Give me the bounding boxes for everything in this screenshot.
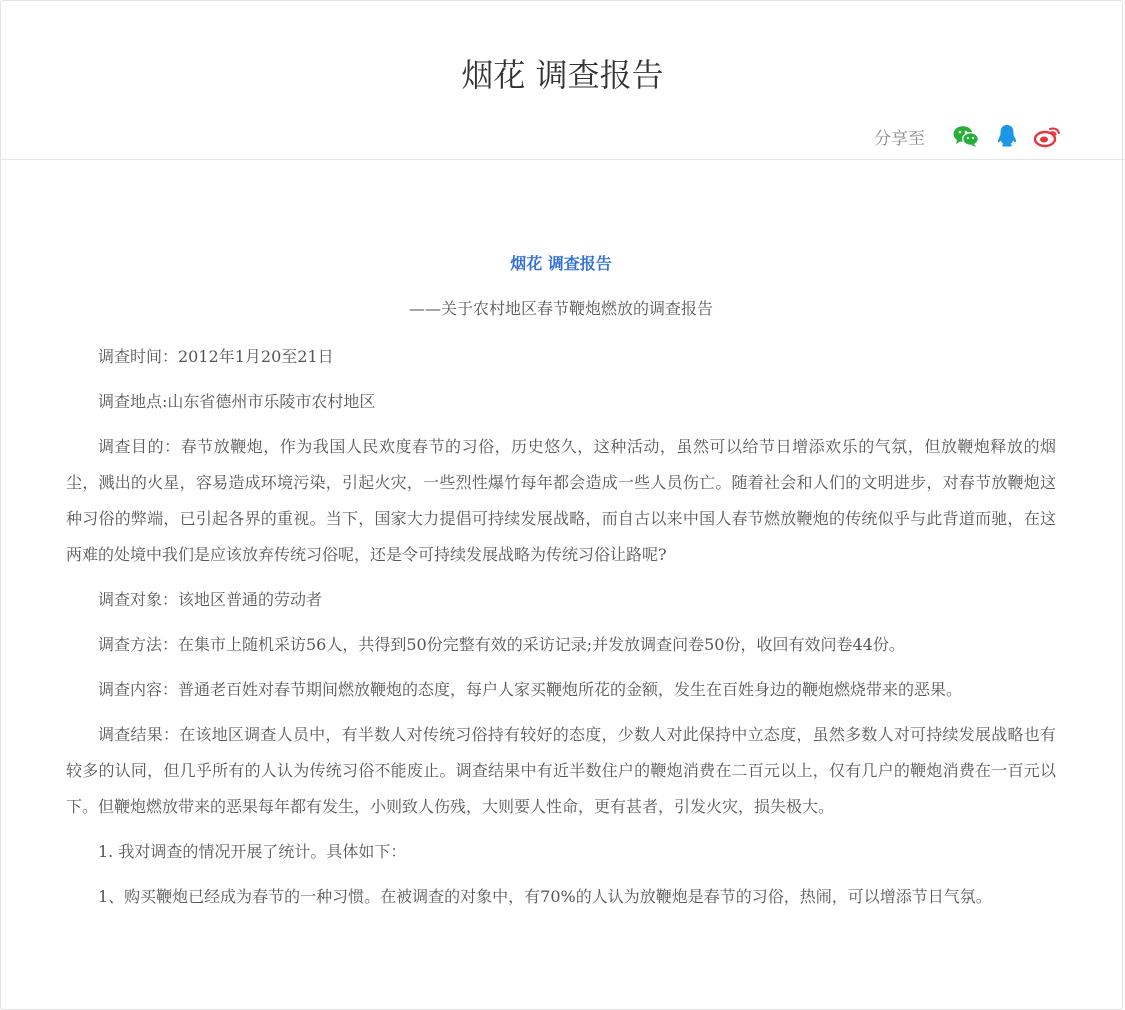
paragraph-survey-purpose: 调查目的：春节放鞭炮，作为我国人民欢度春节的习俗，历史悠久，这种活动，虽然可以给节日增添欢乐的气氛，但放鞭炮释放的烟尘，溅出的火星，容易造成环境污染，引起火灾，一些烈性爆竹每年都会造成一些人员伤亡。随着社会和人们的文明进步，对春节放鞭炮这种习俗的弊端，已引起各界的重视。当下，国家大力提倡可持续发展战略，而自古以来中国人春节燃放鞭炮的传统似乎与此背道而驰，在这两难的处境中我们是应该放弃传统习俗呢，还是令可持续发展战略为传统习俗让路呢? xyxy=(66,437,1056,564)
weibo-icon[interactable] xyxy=(1034,122,1062,150)
paragraph-survey-subjects: 调查对象：该地区普通的劳动者 xyxy=(98,590,323,609)
paragraph-survey-method: 调查方法：在集市上随机采访56人，共得到50份完整有效的采访记录;并发放调查问卷50份，收回有效问卷44份。 xyxy=(98,635,905,654)
article-subtitle: ——关于农村地区春节鞭炮燃放的调查报告 xyxy=(408,299,713,318)
qq-icon[interactable] xyxy=(993,122,1021,150)
share-label: 分享至 xyxy=(874,128,925,149)
article-body xyxy=(66,241,1056,924)
paragraph-survey-time: 调查时间：2012年1月20至21日 xyxy=(98,347,334,366)
article-title: 烟花 调查报告 xyxy=(510,254,612,273)
wechat-icon[interactable] xyxy=(952,122,980,150)
page-header xyxy=(1,1,1124,160)
page-title: 烟花 调查报告 xyxy=(461,56,664,94)
paragraph-survey-location: 调查地点:山东省德州市乐陵市农村地区 xyxy=(98,392,376,411)
paragraph-statistics-item-1: 1、购买鞭炮已经成为春节的一种习惯。在被调查的对象中，有70%的人认为放鞭炮是春节的习俗，热闹，可以增添节日气氛。 xyxy=(98,887,992,906)
paragraph-survey-results: 调查结果：在该地区调查人员中，有半数人对传统习俗持有较好的态度，少数人对此保持中立态度，虽然多数人对可持续发展战略也有较多的认同，但几乎所有的人认为传统习俗不能废止。调查结果中有近半数住户的鞭炮消费在二百元以上，仅有几户的鞭炮消费在一百元以下。但鞭炮燃放带来的恶果每年都有发生，小则致人伤残，大则要人性命，更有甚者，引发火灾，损失极大。 xyxy=(66,725,1056,816)
paragraph-statistics-intro: 1. 我对调查的情况开展了统计。具体如下： xyxy=(98,842,407,861)
share-bar xyxy=(874,121,1062,151)
paragraph-survey-content: 调查内容：普通老百姓对春节期间燃放鞭炮的态度，每户人家买鞭炮所花的金额，发生在百姓身边的鞭炮燃烧带来的恶果。 xyxy=(98,680,963,699)
